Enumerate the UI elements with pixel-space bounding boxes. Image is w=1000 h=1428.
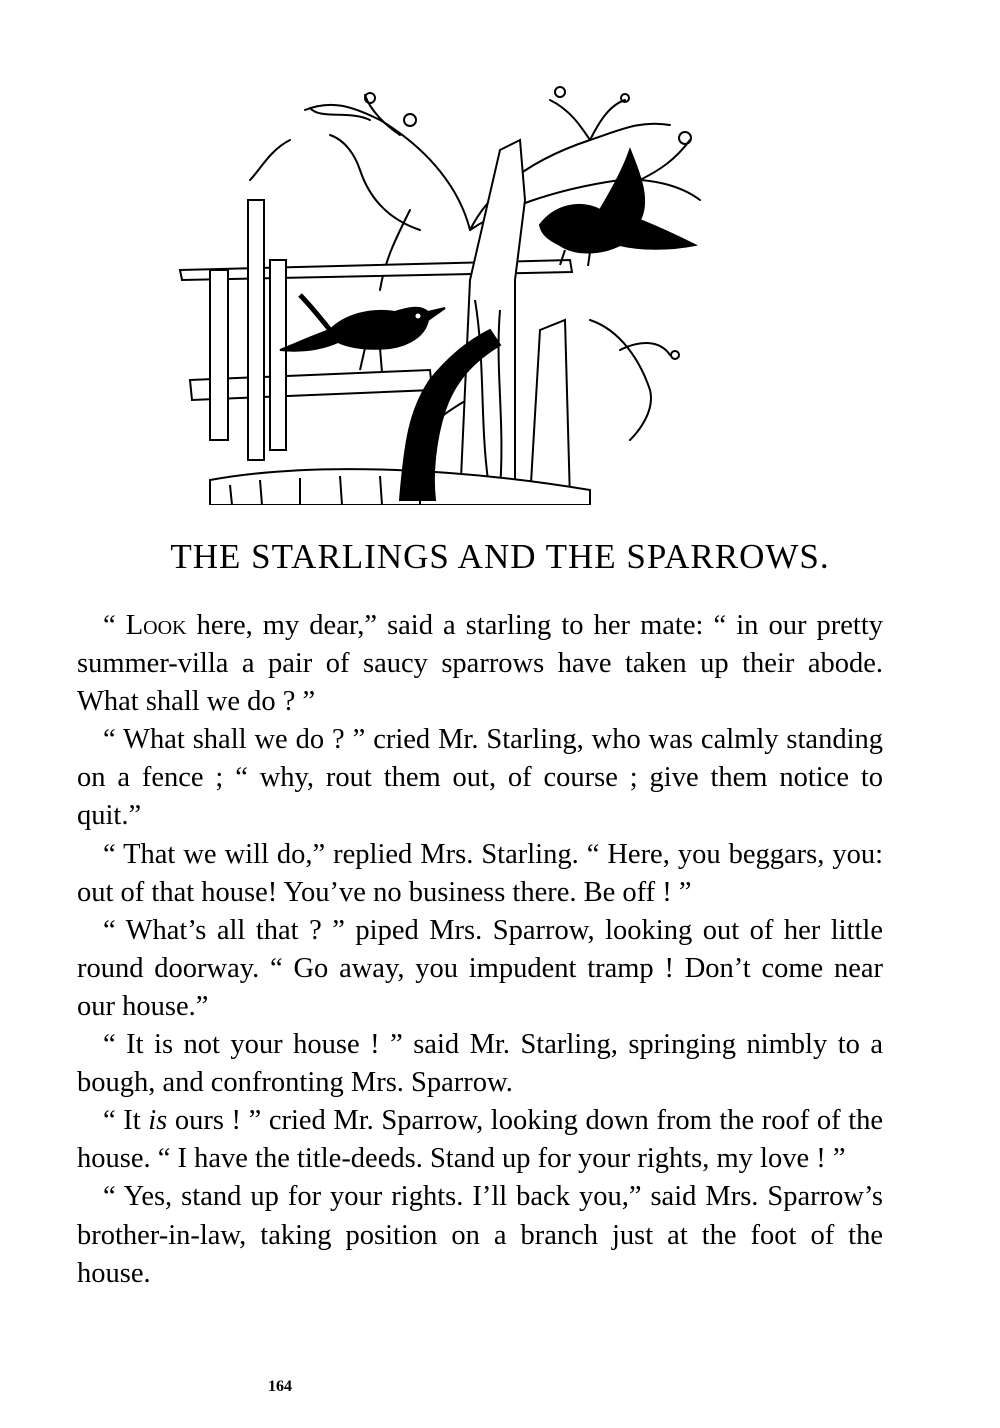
emphasis: is: [148, 1105, 168, 1137]
paragraph-1: “ Look here, my dear,” said a starling to her mate: “ in our pretty summer-villa a pair of saucy sparrows have taken up their abode. What shall we do ? ”: [77, 610, 883, 718]
woodcut-illustration: [170, 80, 710, 505]
paragraph-3: “ That we will do,” replied Mrs. Starling. “ Here, you beggars, you: out of that house! You’ve no business there. Be off ! ”: [77, 838, 883, 908]
paragraph-6: “ It is ours ! ” cried Mr. Sparrow, looking down from the roof of the house. “ I have the title-deeds. Stand up for your rights, my love ! ”: [77, 1105, 884, 1175]
chapter-title: THE STARLINGS AND THE SPARROWS.: [170, 537, 830, 576]
drop-word: Look: [125, 610, 187, 641]
paragraph-5: “ It is not your house ! ” said Mr. Starling, springing nimbly to a bough, and confronting Mrs. Sparrow.: [77, 1029, 883, 1099]
paragraph-4: “ What’s all that ? ” piped Mrs. Sparrow, looking out of her little round doorway. “ Go away, you impudent tramp ! Don’t come near our house.”: [77, 914, 883, 1022]
paragraph-7: “ Yes, stand up for your rights. I’ll back you,” said Mrs. Sparrow’s brother-in-law, taking position on a branch just at the foot of the house.: [77, 1181, 883, 1289]
page-number: 164: [268, 1378, 292, 1395]
story-text: [77, 607, 883, 1293]
starlings-on-fence-woodcut-icon: [170, 80, 710, 505]
paragraph-2: “ What shall we do ? ” cried Mr. Starling, who was calmly standing on a fence ; “ why, rout them out, of course ; give them notice to quit.”: [77, 724, 883, 832]
